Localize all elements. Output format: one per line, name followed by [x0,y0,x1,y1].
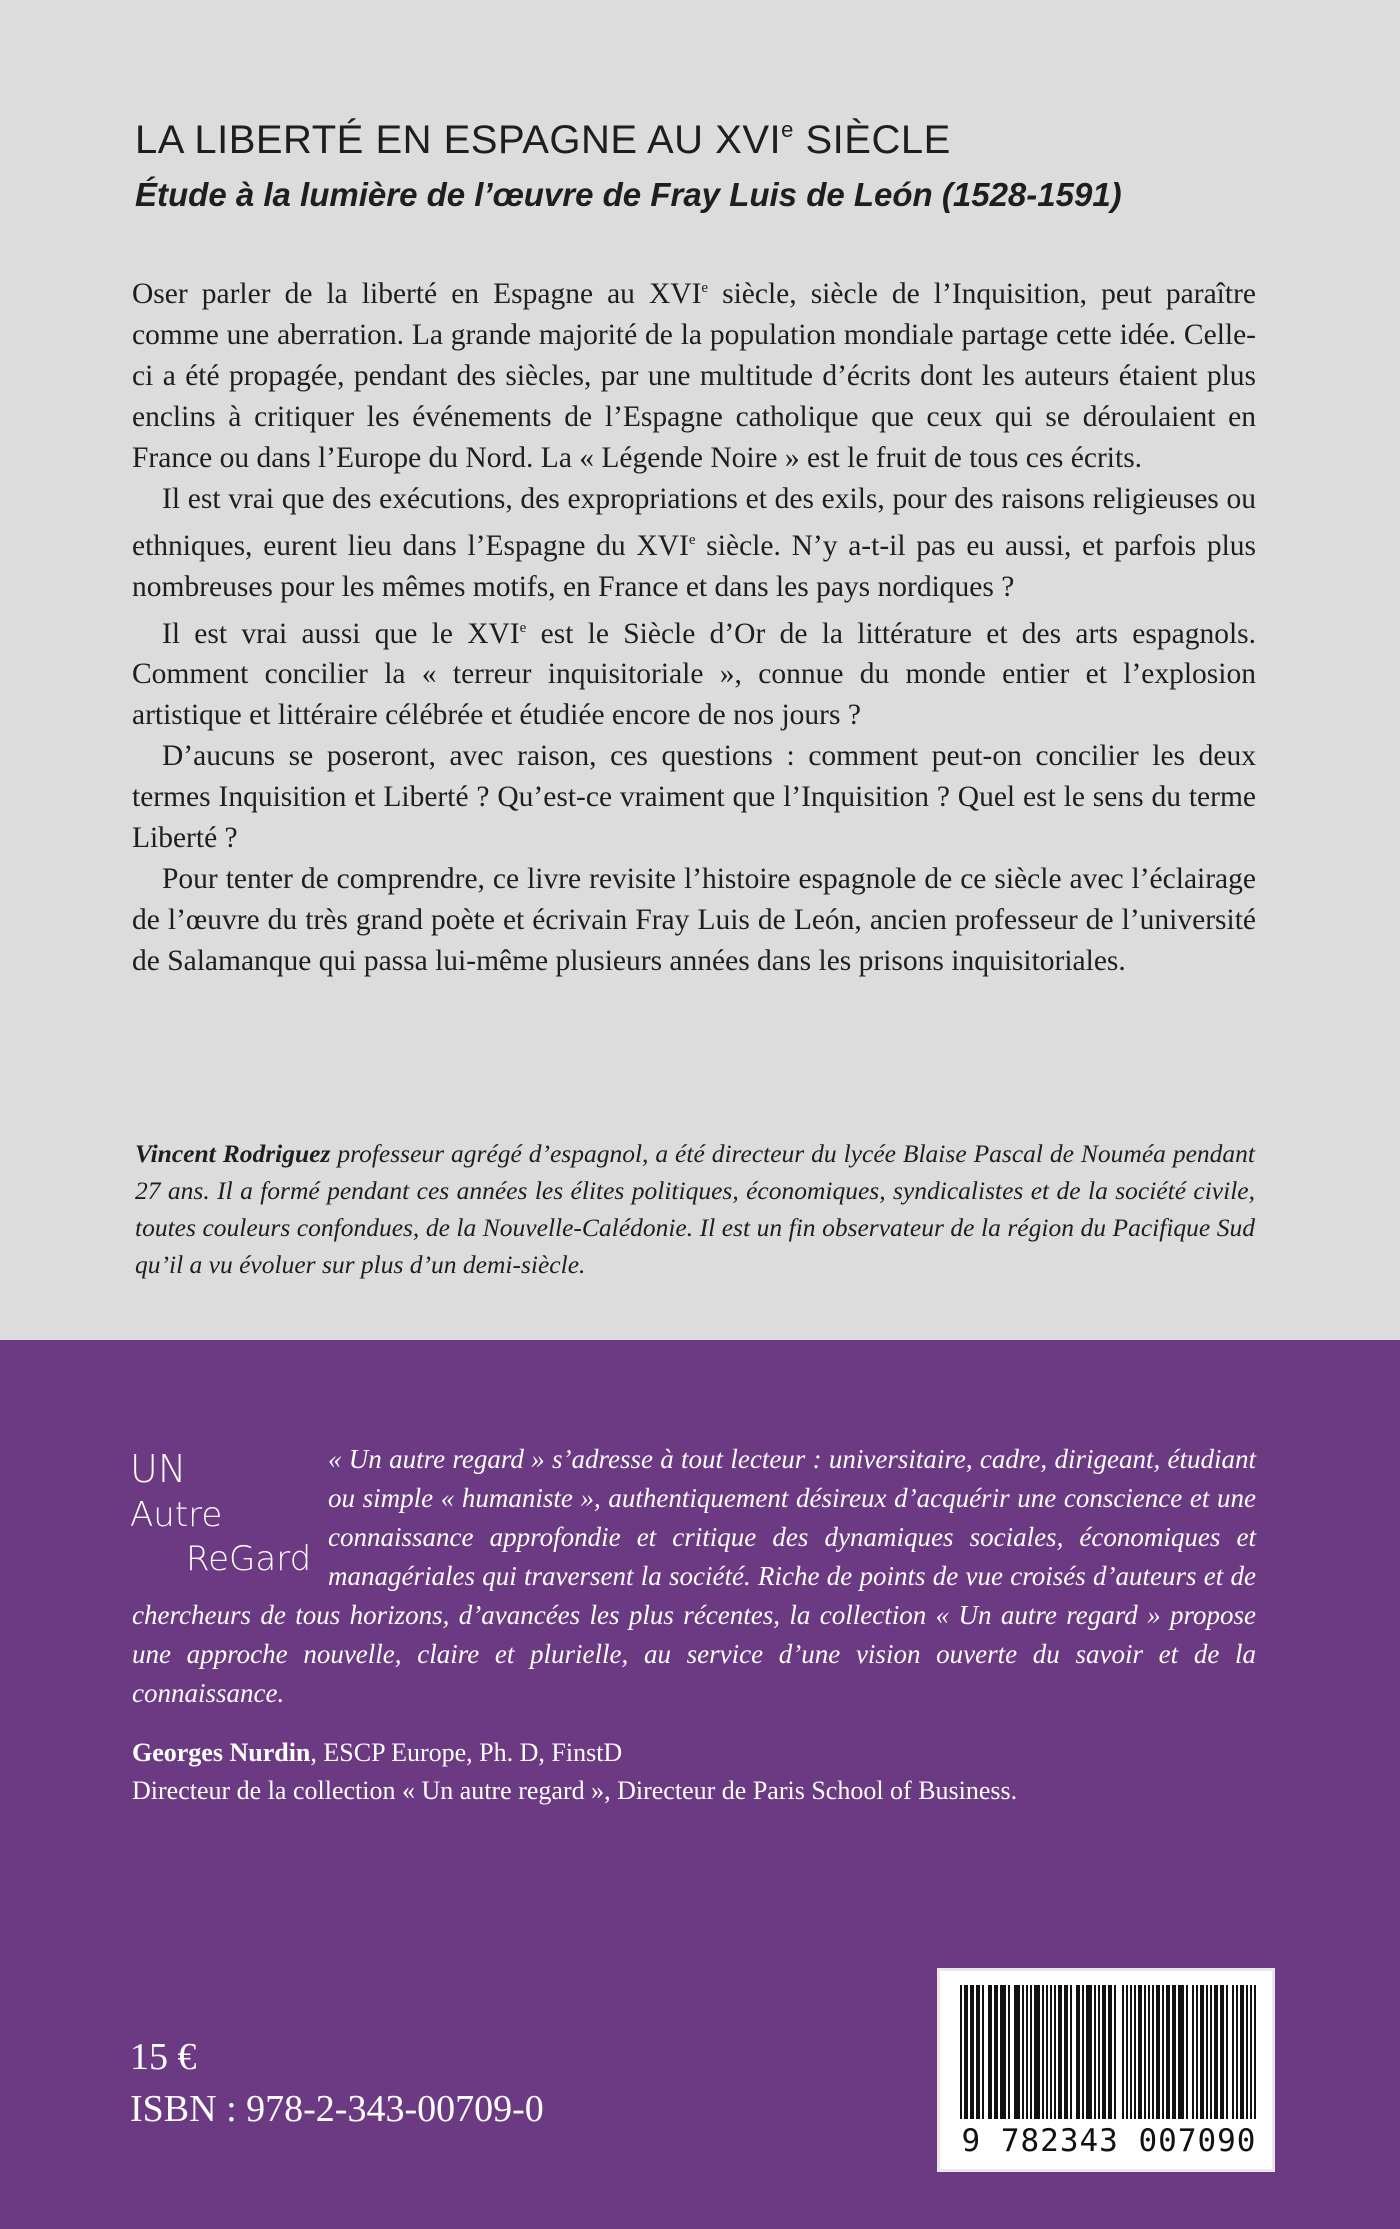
isbn: ISBN : 978-2-343-00709-0 [130,2088,544,2130]
barcode-bar [1254,1985,1256,2119]
logo-line-2: Autre [130,1495,223,1535]
barcode-bar [1114,1985,1116,2119]
barcode-bar [1250,1985,1252,2119]
barcode-bar [1102,1985,1106,2119]
blurb-paragraph-5: Pour tenter de comprendre, ce livre revisite l’histoire espagnole de ce siècle avec l’éclairage de l’œuvre du très grand poète et écrivain Fray Luis de León, ancien professeur de l’université de Salamanque qui passa lui-même plusieurs années dans les prisons inquisitoriales. [132,863,1256,978]
barcode-bar [1232,1985,1234,2119]
barcode-bar [1178,1985,1184,2119]
barcode-bar [1152,1985,1154,2119]
barcode-bar [1098,1985,1100,2119]
barcode-bar [976,1985,980,2119]
barcode-bar [1014,1985,1020,2119]
barcode-bar [1246,1985,1248,2119]
logo-line-1: UN [130,1447,187,1491]
barcode-bar [1122,1985,1124,2119]
barcode-bar [1200,1985,1204,2119]
blurb-paragraph-3: Il est vrai aussi que le XVIe est le Siècle d’Or de la littérature et des arts espagnols. Comment concilier la « terreur inquisitoriale », connue du monde entier et l’explosion artistique et littéraire célébrée et étudiée encore de nos jours ? [132,617,1257,732]
blurb-paragraph-4: D’aucuns se poseront, avec raison, ces questions : comment peut-on concilier les deux termes Inquisition et Liberté ? Qu’est-ce vraiment que l’Inquisition ? Quel est le sens du terme Liberté ? [132,740,1256,855]
barcode-bar [1042,1985,1044,2119]
barcode-bar [1064,1985,1068,2119]
barcode-bar [1206,1985,1208,2119]
barcode-bar [1076,1985,1080,2119]
barcode-bar [1138,1985,1142,2119]
collection-description: « Un autre regard » s’adresse à tout lecteur : universitaire, cadre, dirigeant, étudiant ou simple « humaniste », authentiquement désireux d’acquérir une conscience et une connaissance approfondie et critique des dynamiques sociales, économiques et managériales qui traversent la société. Riche de points de vue croisés d’auteurs et de chercheurs de tous horizons, d’avancées les plus récentes, la collection « Un autre regard » propose une approche nouvelle, claire et plurielle, au service d’une vision ouverte du savoir et de la connaissance. [132,1440,1256,1713]
barcode-bar [982,1985,984,2119]
barcode-bar [1192,1985,1194,2119]
barcode-bar [1030,1985,1032,2119]
barcode-bar [1050,1985,1052,2119]
barcode-bar [1220,1985,1224,2119]
barcode-bar [1008,1985,1010,2119]
book-subtitle: Étude à la lumière de l’œuvre de Fray Luis de León (1528-1591) [135,176,1122,213]
barcode-bars [954,1985,1264,2125]
barcode-bar [1134,1985,1136,2119]
barcode-bar [1186,1985,1188,2119]
barcode-bar [964,1985,966,2119]
barcode [937,1968,1275,2172]
collection-director: Georges Nurdin, ESCP Europe, Ph. D, FinstD [132,1738,623,1767]
back-cover-lower-panel [0,1340,1400,2229]
barcode-bar [1226,1985,1228,2119]
barcode-bar [1148,1985,1150,2119]
collection-logo [128,1440,338,1590]
price: 15 € [130,2036,197,2078]
barcode-bar [1126,1985,1128,2119]
barcode-digits: 9 782343 007090 [961,2123,1257,2159]
collection-logo-icon [128,1440,338,1590]
barcode-bar [960,1985,962,2119]
barcode-bar [1094,1985,1096,2119]
blurb-paragraph-1: Oser parler de la liberté en Espagne au XVIe siècle, siècle de l’Inquisition, peut paraître comme une aberration. La grande majorité de la population mondiale partage cette idée. Celle-ci a été propagée, pendant des siècles, par une multitude d’écrits dont les auteurs étaient plus enclins à critiquer les événements de l’Espagne catholique que ceux qui se déroulaient en France ou dans l’Europe du Nord. La « Légende Noire » est le fruit de tous ces écrits. [132,277,1256,474]
barcode-bar [1026,1985,1028,2119]
barcode-bar [1000,1985,1006,2119]
barcode-bar [988,1985,992,2119]
barcode-bar [1046,1985,1048,2119]
barcode-bar [1034,1985,1040,2119]
author-bio: Vincent Rodriguez professeur agrégé d’espagnol, a été directeur du lycée Blaise Pascal de Nouméa pendant 27 ans. Il a formé pendant ces années les élites politiques, économiques, syndicalistes et de la société civile, toutes couleurs confondues, de la Nouvelle-Calédonie. Il est un fin observateur de la région du Pacifique Sud qu’il a vu évoluer sur plus d’un demi-siècle. [135,1139,1255,1279]
barcode-bar [1236,1985,1238,2119]
barcode-bar [1086,1985,1092,2119]
logo-line-3: ReGard [186,1539,312,1579]
barcode-bar [1162,1985,1164,2119]
barcode-bar [1130,1985,1132,2119]
collection-director-role: Directeur de la collection « Un autre regard », Directeur de Paris School of Business. [132,1776,1018,1805]
barcode-bar [1022,1985,1024,2119]
barcode-bar [1108,1985,1112,2119]
barcode-bar [1144,1985,1146,2119]
barcode-bar [1156,1985,1160,2119]
author-name: Vincent Rodriguez [135,1139,331,1168]
blurb-text [132,268,1256,982]
barcode-bar [1166,1985,1170,2119]
barcode-bar [1054,1985,1056,2119]
barcode-bar [966,1985,968,2119]
book-title: LA LIBERTÉ EN ESPAGNE AU XVIe SIÈCLE [135,116,951,162]
barcode-bar [1196,1985,1198,2119]
barcode-bar [1240,1985,1244,2119]
blurb-paragraph-2: Il est vrai que des exécutions, des expropriations et des exils, pour des raisons religieuses ou ethniques, eurent lieu dans l’Espagne du XVIe siècle. N’y a-t-il pas eu aussi, et parfois plus nombreuses pour les mêmes motifs, en France et dans les pays nordiques ? [132,482,1256,603]
barcode-bar [970,1985,974,2119]
barcode-bar [1210,1985,1212,2119]
barcode-bar [1214,1985,1218,2119]
barcode-bar [1070,1985,1072,2119]
barcode-bar [1172,1985,1176,2119]
barcode-bar [1058,1985,1062,2119]
barcode-bar [1082,1985,1084,2119]
barcode-bar [994,1985,998,2119]
